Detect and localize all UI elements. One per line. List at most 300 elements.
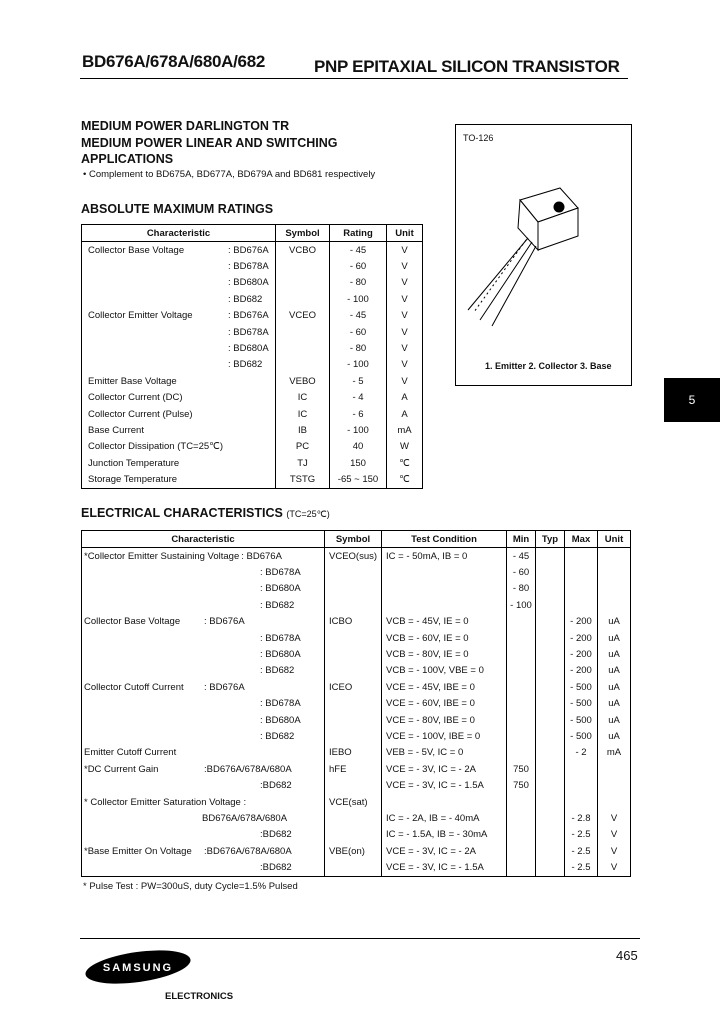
elec-symbol: [325, 564, 382, 580]
abs-char-cell: [82, 439, 276, 455]
elec-row: [82, 614, 631, 630]
elec-char-part: : BD676A: [204, 681, 245, 693]
elec-row: [82, 843, 631, 859]
abs-unit: V: [387, 357, 423, 373]
device-type: PNP EPITAXIAL SILICON TRANSISTOR: [314, 57, 620, 76]
elec-test-condition: VCE = - 100V, IBE = 0: [382, 728, 507, 744]
abs-char-cell: [82, 422, 276, 438]
abs-char-name: Emitter Base Voltage: [88, 375, 177, 387]
abs-header-char: Characteristic: [82, 225, 276, 242]
abs-symbol: VEBO: [276, 373, 330, 389]
elec-unit: [598, 564, 631, 580]
elec-header-symbol: Symbol: [325, 531, 382, 548]
elec-test-condition: [382, 794, 507, 810]
abs-char-cell: [82, 308, 276, 324]
elec-row: [82, 646, 631, 662]
elec-typ: [536, 745, 565, 761]
elec-char-part: : BD682: [260, 599, 295, 611]
abs-unit: A: [387, 390, 423, 406]
part-numbers: BD676A/678A/680A/682: [82, 52, 266, 71]
abs-char-name: Collector Current (DC): [88, 392, 183, 404]
abs-unit: V: [387, 373, 423, 389]
elec-row: [82, 581, 631, 597]
elec-row: [82, 696, 631, 712]
elec-test-condition: VCB = - 80V, IE = 0: [382, 646, 507, 662]
elec-char-cell: [82, 827, 325, 843]
elec-char-cell: [82, 712, 325, 728]
elec-char-part: : BD682: [260, 730, 295, 742]
elec-row: [82, 712, 631, 728]
elec-header-typ: Typ: [536, 531, 565, 548]
elec-char-cell: [82, 630, 325, 646]
elec-min: [507, 663, 536, 679]
abs-rating: 150: [330, 455, 387, 471]
abs-row: [82, 340, 423, 356]
abs-header-rating: Rating: [330, 225, 387, 242]
abs-char-part: : BD678A: [228, 326, 269, 338]
abs-char-cell: [82, 357, 276, 373]
elec-test-condition: VEB = - 5V, IC = 0: [382, 745, 507, 761]
abs-symbol: [276, 275, 330, 291]
elec-typ: [536, 794, 565, 810]
elec-test-condition: VCE = - 3V, IC = - 1.5A: [382, 859, 507, 876]
elec-row: [82, 728, 631, 744]
elec-header-max: Max: [565, 531, 598, 548]
elec-char-part: [246, 797, 248, 808]
elec-min: [507, 646, 536, 662]
elec-char-part: BD676A/678A/680A: [202, 812, 288, 824]
elec-typ: [536, 827, 565, 843]
elec-typ: [536, 564, 565, 580]
elec-char-part: : BD680A: [260, 583, 301, 595]
abs-rating: - 4: [330, 390, 387, 406]
elec-row: [82, 810, 631, 826]
elec-row: [82, 777, 631, 793]
elec-char-part: : BD676A: [241, 550, 282, 562]
elec-max: - 500: [565, 679, 598, 695]
abs-rating: - 80: [330, 275, 387, 291]
abs-char-name: Collector Base Voltage: [88, 244, 185, 256]
abs-row: [82, 439, 423, 455]
elec-test-condition: VCE = - 60V, IBE = 0: [382, 696, 507, 712]
elec-char-cell: [82, 859, 325, 876]
abs-char-name: Collector Current (Pulse): [88, 408, 193, 420]
abs-symbol: [276, 357, 330, 373]
abs-symbol: [276, 258, 330, 274]
elec-symbol: [325, 827, 382, 843]
elec-unit: uA: [598, 712, 631, 728]
elec-max: - 200: [565, 630, 598, 646]
elec-min: [507, 679, 536, 695]
elec-max: - 2.5: [565, 827, 598, 843]
elec-test-condition: [382, 564, 507, 580]
elec-char-name: *Base Emitter On Voltage: [84, 845, 192, 857]
elec-unit: V: [598, 859, 631, 876]
abs-char-cell: [82, 340, 276, 356]
elec-symbol: [325, 696, 382, 712]
elec-symbol: IEBO: [325, 745, 382, 761]
abs-symbol: VCEO: [276, 308, 330, 324]
elec-char-cell: [82, 581, 325, 597]
elec-typ: [536, 679, 565, 695]
abs-row: [82, 390, 423, 406]
elec-min: [507, 810, 536, 826]
elec-test-condition: VCB = - 100V, VBE = 0: [382, 663, 507, 679]
elec-row: [82, 564, 631, 580]
abs-row: [82, 308, 423, 324]
elec-min: - 45: [507, 548, 536, 565]
elec-unit: uA: [598, 728, 631, 744]
elec-char-cell: [82, 810, 325, 826]
elec-char-cell: [82, 663, 325, 679]
elec-unit: [598, 777, 631, 793]
elec-min: [507, 728, 536, 744]
package-label: TO-126: [463, 133, 494, 143]
abs-char-part: : BD676A: [228, 310, 269, 322]
elec-max: - 200: [565, 663, 598, 679]
abs-rating: - 60: [330, 258, 387, 274]
elec-typ: [536, 581, 565, 597]
elec-char-part: :BD682: [260, 829, 292, 841]
elec-typ: [536, 810, 565, 826]
elec-typ: [536, 630, 565, 646]
abs-rating: - 6: [330, 406, 387, 422]
elec-char-cell: [82, 548, 325, 565]
abs-rating: - 5: [330, 373, 387, 389]
abs-rating: - 45: [330, 308, 387, 324]
elec-symbol: [325, 663, 382, 679]
elec-unit: [598, 761, 631, 777]
elec-symbol: ICEO: [325, 679, 382, 695]
elec-test-condition: VCB = - 60V, IE = 0: [382, 630, 507, 646]
elec-title: ELECTRICAL CHARACTERISTICS: [81, 506, 283, 520]
abs-rating: - 80: [330, 340, 387, 356]
elec-row: [82, 630, 631, 646]
abs-unit: V: [387, 340, 423, 356]
elec-unit: uA: [598, 646, 631, 662]
abs-unit: V: [387, 324, 423, 340]
elec-typ: [536, 712, 565, 728]
elec-test-condition: IC = - 1.5A, IB = - 30mA: [382, 827, 507, 843]
abs-symbol: [276, 324, 330, 340]
elec-char-cell: [82, 777, 325, 793]
abs-rating: - 45: [330, 242, 387, 259]
elec-symbol: hFE: [325, 761, 382, 777]
elec-table: [81, 530, 631, 877]
abs-symbol: [276, 291, 330, 307]
elec-min: [507, 794, 536, 810]
abs-rating: - 100: [330, 422, 387, 438]
elec-max: - 500: [565, 696, 598, 712]
elec-unit: uA: [598, 663, 631, 679]
elec-char-part: :BD676A/678A/680A: [204, 845, 292, 857]
elec-char-name: Collector Base Voltage: [84, 616, 181, 628]
elec-typ: [536, 663, 565, 679]
abs-char-cell: [82, 373, 276, 389]
elec-char-part: : BD676A: [204, 616, 245, 628]
elec-char-part: : BD678A: [260, 632, 301, 644]
elec-char-name: Emitter Cutoff Current: [84, 747, 177, 759]
abs-symbol: IB: [276, 422, 330, 438]
elec-symbol: [325, 859, 382, 876]
elec-unit: uA: [598, 630, 631, 646]
abs-symbol: TJ: [276, 455, 330, 471]
elec-char-part: : BD680A: [260, 649, 301, 661]
abs-rating: - 100: [330, 357, 387, 373]
brand-sub: ELECTRONICS: [165, 991, 234, 1002]
elec-max: [565, 597, 598, 613]
elec-test-condition: IC = - 50mA, IB = 0: [382, 548, 507, 565]
elec-row: [82, 679, 631, 695]
elec-test-condition: VCE = - 45V, IBE = 0: [382, 679, 507, 695]
elec-title-wrap: [81, 506, 330, 520]
elec-char-cell: [82, 728, 325, 744]
elec-typ: [536, 777, 565, 793]
abs-char-cell: [82, 291, 276, 307]
elec-condition: (TC=25℃): [286, 509, 330, 519]
elec-test-condition: [382, 597, 507, 613]
elec-min: [507, 843, 536, 859]
elec-char-name: Collector Cutoff Current: [84, 681, 184, 693]
elec-char-cell: [82, 843, 325, 859]
logo-text: SAMSUNG: [102, 962, 174, 974]
elec-symbol: [325, 728, 382, 744]
abs-max-title: ABSOLUTE MAXIMUM RATINGS: [81, 202, 274, 216]
elec-symbol: [325, 810, 382, 826]
elec-char-cell: [82, 696, 325, 712]
abs-char-cell: [82, 406, 276, 422]
abs-rating: - 60: [330, 324, 387, 340]
abs-char-cell: [82, 471, 276, 488]
elec-char-cell: [82, 646, 325, 662]
abs-char-name: Storage Temperature: [88, 474, 178, 486]
elec-char-cell: [82, 679, 325, 695]
abs-char-cell: [82, 258, 276, 274]
elec-char-name: *DC Current Gain: [84, 763, 159, 775]
page-number: 465: [616, 948, 638, 963]
elec-symbol: [325, 630, 382, 646]
elec-max: - 2: [565, 745, 598, 761]
abs-char-name: Base Current: [88, 424, 144, 436]
pin-caption: 1. Emitter 2. Collector 3. Base: [485, 361, 612, 371]
elec-min: [507, 614, 536, 630]
abs-char-part: : BD682: [228, 293, 263, 305]
elec-max: - 500: [565, 728, 598, 744]
elec-row: [82, 827, 631, 843]
pulse-footnote: * Pulse Test : PW=300uS, duty Cycle=1.5% Pulsed: [83, 881, 298, 892]
elec-max: - 200: [565, 614, 598, 630]
abs-unit: V: [387, 308, 423, 324]
elec-max: - 2.8: [565, 810, 598, 826]
elec-test-condition: [382, 581, 507, 597]
abs-symbol: PC: [276, 439, 330, 455]
abs-header-row: [82, 225, 423, 242]
abs-unit: V: [387, 242, 423, 259]
abs-row: [82, 291, 423, 307]
abs-symbol: [276, 340, 330, 356]
abs-char-part: : BD678A: [228, 261, 269, 273]
abs-char-part: : BD680A: [228, 343, 269, 355]
elec-test-condition: VCE = - 3V, IC = - 2A: [382, 761, 507, 777]
elec-unit: V: [598, 843, 631, 859]
elec-char-cell: [82, 761, 325, 777]
abs-char-part: : BD680A: [228, 277, 269, 289]
elec-symbol: [325, 581, 382, 597]
elec-test-condition: VCE = - 3V, IC = - 1.5A: [382, 777, 507, 793]
elec-min: - 100: [507, 597, 536, 613]
elec-min: 750: [507, 777, 536, 793]
elec-unit: [598, 794, 631, 810]
abs-unit: ℃: [387, 471, 423, 488]
header-rule: [80, 78, 628, 79]
elec-unit: uA: [598, 614, 631, 630]
elec-min: [507, 630, 536, 646]
abs-max-table: [81, 224, 423, 489]
abs-char-cell: [82, 275, 276, 291]
abs-unit: V: [387, 258, 423, 274]
elec-typ: [536, 597, 565, 613]
abs-char-part: : BD676A: [228, 244, 269, 256]
elec-unit: [598, 581, 631, 597]
elec-row: [82, 859, 631, 876]
elec-row: [82, 663, 631, 679]
elec-header-unit: Unit: [598, 531, 631, 548]
abs-row: [82, 324, 423, 340]
elec-header-char: Characteristic: [82, 531, 325, 548]
abs-header-symbol: Symbol: [276, 225, 330, 242]
abs-unit: mA: [387, 422, 423, 438]
abs-char-part: : BD682: [228, 359, 263, 371]
footer-rule: [80, 938, 640, 939]
elec-symbol: VCE(sat): [325, 794, 382, 810]
abs-unit: A: [387, 406, 423, 422]
elec-test-condition: VCB = - 45V, IE = 0: [382, 614, 507, 630]
elec-typ: [536, 761, 565, 777]
elec-max: - 200: [565, 646, 598, 662]
abs-row: [82, 242, 423, 259]
elec-row: [82, 761, 631, 777]
elec-char-cell: [82, 564, 325, 580]
elec-symbol: [325, 712, 382, 728]
elec-row: [82, 548, 631, 565]
elec-test-condition: VCE = - 80V, IBE = 0: [382, 712, 507, 728]
abs-row: [82, 455, 423, 471]
elec-row: [82, 597, 631, 613]
abs-header-unit: Unit: [387, 225, 423, 242]
complement-note: • Complement to BD675A, BD677A, BD679A and BD681 respectively: [83, 169, 376, 180]
elec-typ: [536, 548, 565, 565]
elec-min: [507, 827, 536, 843]
elec-char-part: : BD678A: [260, 698, 301, 710]
abs-row: [82, 275, 423, 291]
elec-char-cell: [82, 597, 325, 613]
elec-test-condition: IC = - 2A, IB = - 40mA: [382, 810, 507, 826]
elec-min: [507, 859, 536, 876]
elec-typ: [536, 728, 565, 744]
elec-max: [565, 794, 598, 810]
abs-rating: -65 ~ 150: [330, 471, 387, 488]
elec-symbol: VCEO(sus): [325, 548, 382, 565]
abs-row: [82, 471, 423, 488]
elec-char-part: :BD682: [260, 780, 292, 792]
abs-row: [82, 357, 423, 373]
elec-min: [507, 696, 536, 712]
elec-header-min: Min: [507, 531, 536, 548]
abs-symbol: TSTG: [276, 471, 330, 488]
elec-char-cell: [82, 745, 325, 761]
elec-char-name: *Collector Emitter Sustaining Voltage: [84, 550, 240, 562]
elec-min: 750: [507, 761, 536, 777]
elec-min: - 60: [507, 564, 536, 580]
elec-symbol: [325, 777, 382, 793]
elec-char-part: :BD676A/678A/680A: [204, 763, 292, 775]
elec-min: - 80: [507, 581, 536, 597]
abs-symbol: IC: [276, 406, 330, 422]
abs-row: [82, 422, 423, 438]
elec-typ: [536, 646, 565, 662]
elec-symbol: VBE(on): [325, 843, 382, 859]
abs-unit: W: [387, 439, 423, 455]
elec-min: [507, 745, 536, 761]
elec-max: - 2.5: [565, 859, 598, 876]
elec-row: [82, 794, 631, 810]
elec-symbol: ICBO: [325, 614, 382, 630]
abs-rating: - 100: [330, 291, 387, 307]
elec-max: - 500: [565, 712, 598, 728]
elec-unit: mA: [598, 745, 631, 761]
elec-header-test: Test Condition: [382, 531, 507, 548]
elec-max: [565, 548, 598, 565]
abs-unit: ℃: [387, 455, 423, 471]
abs-char-cell: [82, 390, 276, 406]
elec-unit: [598, 597, 631, 613]
elec-char-part: : BD682: [260, 665, 295, 677]
elec-max: [565, 761, 598, 777]
elec-max: [565, 581, 598, 597]
title-line-2: MEDIUM POWER LINEAR AND SWITCHING: [81, 136, 338, 150]
transistor-drawing: [460, 180, 620, 340]
section-tab: 5: [664, 378, 720, 422]
abs-char-cell: [82, 455, 276, 471]
abs-char-name: Collector Dissipation (TC=25℃): [88, 441, 224, 453]
elec-max: [565, 564, 598, 580]
title-line-3: APPLICATIONS: [81, 152, 174, 166]
abs-rating: 40: [330, 439, 387, 455]
abs-unit: V: [387, 291, 423, 307]
elec-unit: uA: [598, 696, 631, 712]
elec-symbol: [325, 646, 382, 662]
abs-row: [82, 406, 423, 422]
elec-typ: [536, 696, 565, 712]
abs-char-name: Collector Emitter Voltage: [88, 310, 193, 322]
elec-header-row: [82, 531, 631, 548]
elec-typ: [536, 843, 565, 859]
elec-min: [507, 712, 536, 728]
elec-unit: V: [598, 827, 631, 843]
elec-char-part: : BD680A: [260, 714, 301, 726]
abs-symbol: VCBO: [276, 242, 330, 259]
elec-test-condition: VCE = - 3V, IC = - 2A: [382, 843, 507, 859]
elec-unit: uA: [598, 679, 631, 695]
elec-typ: [536, 614, 565, 630]
abs-char-cell: [82, 242, 276, 259]
samsung-logo: [84, 950, 192, 984]
abs-char-name: Junction Temperature: [88, 457, 180, 469]
elec-char-cell: [82, 794, 325, 810]
elec-max: - 2.5: [565, 843, 598, 859]
elec-max: [565, 777, 598, 793]
elec-char-cell: [82, 614, 325, 630]
